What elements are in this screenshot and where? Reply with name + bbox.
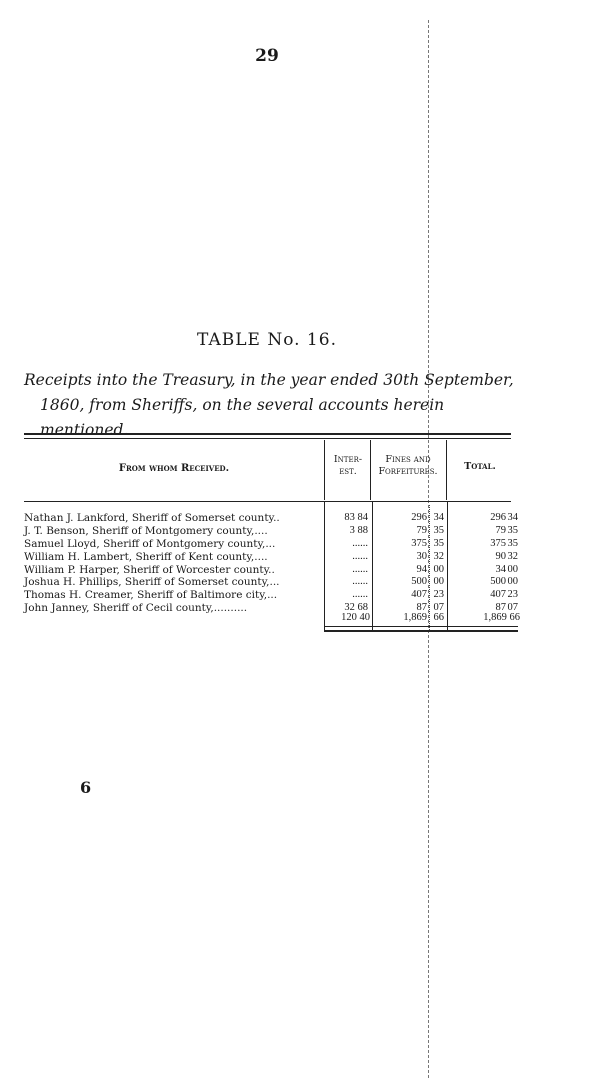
row-interest: ...... — [352, 537, 368, 549]
totals-values — [24, 612, 524, 625]
table-caption — [24, 368, 524, 443]
row-interest: 83 84 — [344, 512, 368, 523]
row-total-cents: 35 — [507, 537, 518, 549]
col-divider-interest-left — [324, 440, 325, 500]
row-total-dollars: 90 — [495, 550, 506, 562]
row-total-dollars: 79 — [495, 524, 506, 536]
row-name: Samuel Lloyd, Sheriff of Montgomery county,... — [24, 537, 276, 550]
row-fines-cents: 07 — [433, 602, 444, 614]
table-row — [24, 525, 524, 538]
row-fines-cents: 00 — [433, 576, 444, 588]
total-fines-dollars: 1,869 — [403, 612, 427, 623]
table-title: TABLE No. 16. — [197, 330, 337, 350]
table-row — [24, 538, 524, 551]
totals-row — [24, 612, 524, 625]
row-fines-dollars: 79 — [416, 524, 427, 536]
total-interest: 120 40 — [341, 612, 370, 623]
row-name: Joshua H. Phillips, Sheriff of Somerset county,... — [24, 576, 280, 589]
row-fines-dollars: 296 — [411, 512, 427, 523]
row-total-cents: 23 — [507, 589, 518, 601]
header-fines — [370, 454, 446, 478]
header-interest-line-1: Inter- — [333, 454, 363, 465]
table-top-rule-thin — [24, 438, 511, 439]
table-row — [24, 576, 524, 589]
row-total-cents: 00 — [507, 563, 518, 575]
row-total-dollars: 296 — [490, 512, 506, 523]
header-interest-line-2: est. — [339, 466, 357, 477]
total-fines-cents: 66 — [433, 612, 444, 623]
row-fines-dollars: 30 — [416, 550, 427, 562]
row-fines-cents: 35 — [433, 537, 444, 549]
header-interest — [326, 454, 370, 478]
row-fines-dollars: 94 — [416, 563, 427, 575]
row-fines-dollars: 407 — [411, 589, 427, 601]
row-interest: 32 68 — [344, 602, 368, 614]
row-total-dollars: 407 — [490, 589, 506, 601]
row-name: William P. Harper, Sheriff of Worcester county.. — [24, 563, 275, 576]
row-fines-cents: 23 — [433, 589, 444, 601]
row-interest: ...... — [352, 576, 368, 588]
row-total-cents: 34 — [507, 512, 518, 523]
table-body — [24, 512, 524, 615]
caption-line-1: Receipts into the Treasury, in the year ended 30th September, — [24, 371, 514, 389]
row-fines-cents: 34 — [433, 512, 444, 523]
row-interest: ...... — [352, 550, 368, 562]
totals-bottom-rule — [324, 630, 518, 632]
signature-number: 6 — [80, 778, 92, 797]
row-fines-dollars: 375 — [411, 537, 427, 549]
row-name: J. T. Benson, Sheriff of Montgomery county,.... — [24, 524, 268, 537]
header-fines-line-1: Fines and — [385, 454, 431, 465]
row-total-dollars: 34 — [495, 563, 506, 575]
table-row — [24, 551, 524, 564]
header-bottom-rule — [24, 501, 511, 502]
row-interest: ...... — [352, 589, 368, 601]
row-total-dollars: 500 — [490, 576, 506, 588]
row-interest: ...... — [352, 563, 368, 575]
table-row — [24, 589, 524, 602]
table-row — [24, 564, 524, 577]
caption-line-2: 1860, from Sheriffs, on the several accounts herein mentioned. — [40, 396, 445, 439]
table-row — [24, 512, 524, 525]
row-total-cents: 32 — [507, 550, 518, 562]
row-fines-dollars: 87 — [416, 602, 427, 614]
header-total: Total. — [464, 461, 496, 472]
row-fines-cents: 32 — [433, 550, 444, 562]
row-total-cents: 35 — [507, 524, 518, 536]
row-name: Thomas H. Creamer, Sheriff of Baltimore city,... — [24, 589, 278, 602]
table-top-rule — [24, 433, 511, 435]
page-number: 29 — [255, 46, 279, 66]
row-name: John Janney, Sheriff of Cecil county,.......... — [24, 602, 248, 615]
grand-total: 1,869 66 — [483, 612, 520, 623]
row-fines-cents: 00 — [433, 563, 444, 575]
row-fines-cents: 35 — [433, 524, 444, 536]
row-total-dollars: 375 — [490, 537, 506, 549]
totals-top-rule — [324, 626, 518, 627]
col-divider-fines-right — [446, 440, 447, 500]
row-fines-dollars: 500 — [411, 576, 427, 588]
row-total-cents: 07 — [507, 602, 518, 614]
row-name: Nathan J. Lankford, Sheriff of Somerset county.. — [24, 512, 280, 524]
header-from-whom: From whom Received. — [118, 463, 230, 474]
row-name: William H. Lambert, Sheriff of Kent county,.... — [24, 550, 268, 563]
header-fines-line-2: Forfeitures. — [378, 466, 438, 477]
row-total-dollars: 87 — [495, 602, 506, 614]
row-total-cents: 00 — [507, 576, 518, 588]
row-interest: 3 88 — [349, 524, 368, 536]
